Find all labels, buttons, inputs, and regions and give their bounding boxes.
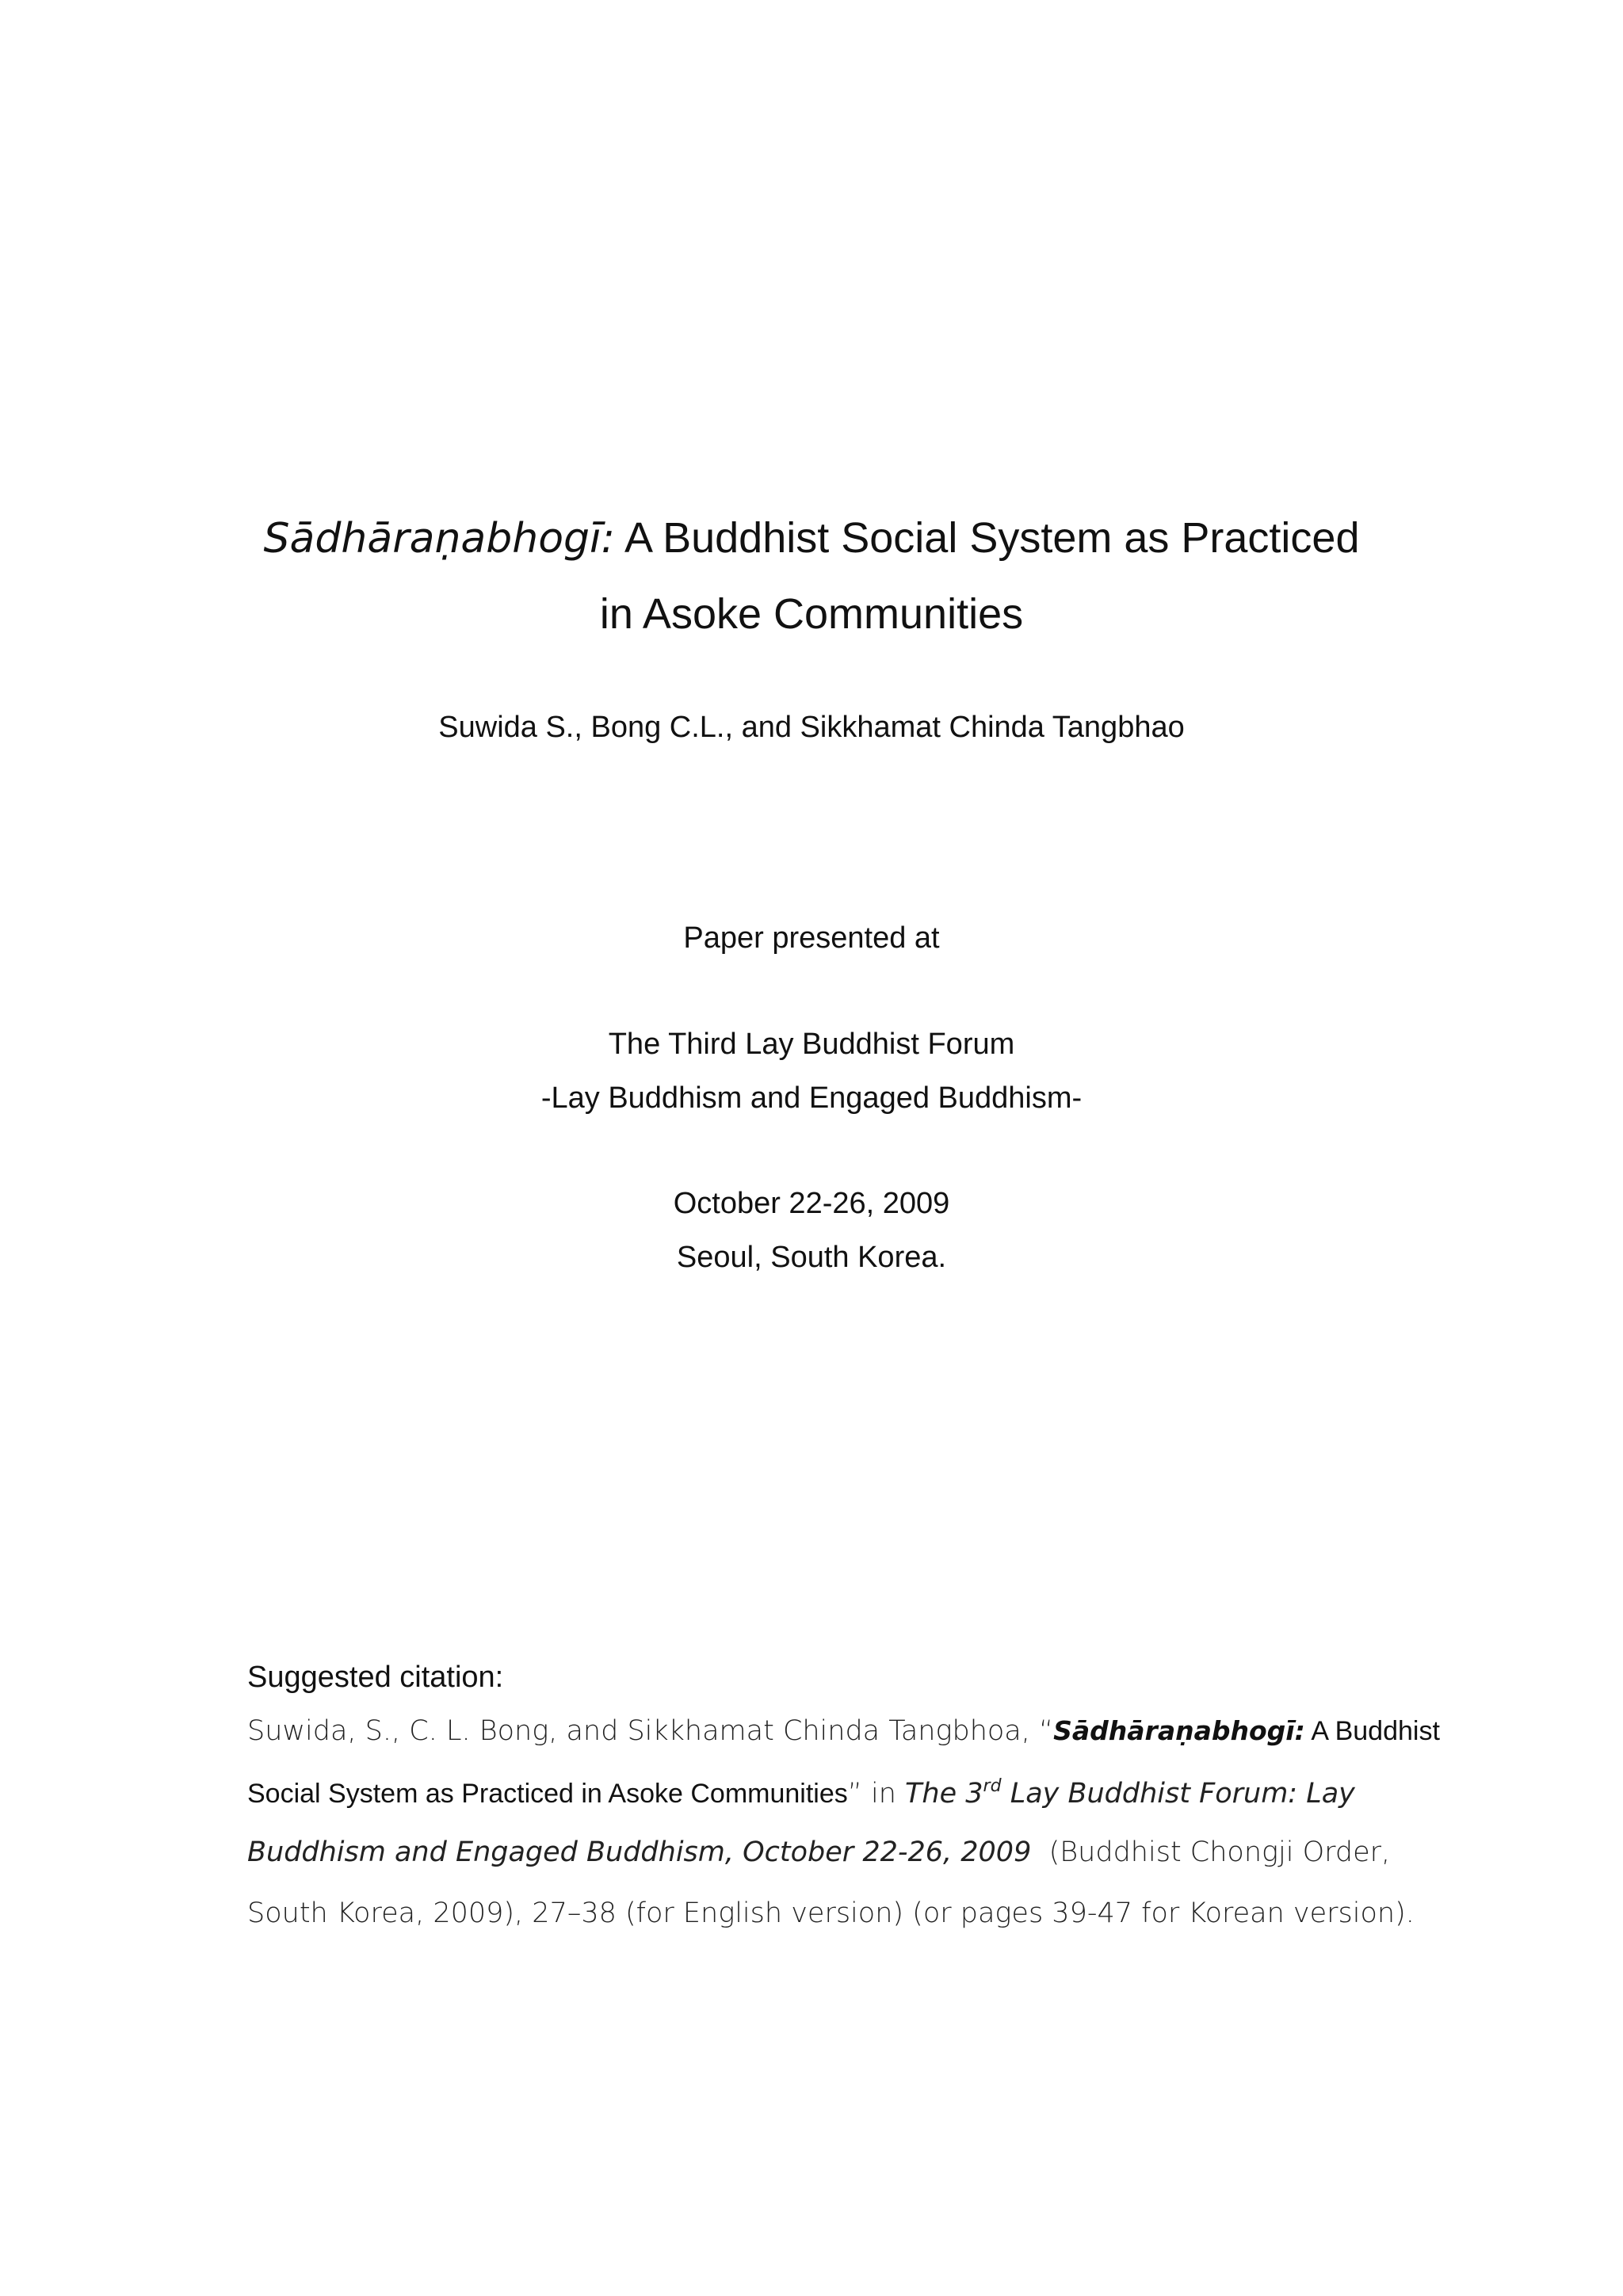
citation-line-2 — [247, 1778, 1355, 1808]
author-list: Suwida S., Bong C.L., and Sikkhamat Chinda Tangbhao — [438, 711, 1185, 744]
citation-authors: Suwida, S., C. L. Bong, and Sikkhamat Chinda Tangbhoa, “ — [247, 1715, 1054, 1747]
title-line-1-text: A Buddhist Social System as Practiced — [615, 514, 1360, 562]
citation-title-part-1: A Buddhist — [1304, 1716, 1440, 1746]
citation-pali-term: Sādhāraṇabhogī: — [1053, 1715, 1305, 1746]
citation-line-3 — [247, 1836, 1391, 1868]
citation-source-line-3: Buddhism and Engaged Buddhism, October 22-26, 2009 — [247, 1836, 1032, 1868]
paper-title-line-2: in Asoke Communities — [599, 590, 1024, 638]
citation-publisher: (Buddhist Chongji Order, — [1031, 1836, 1391, 1868]
event-dates: October 22-26, 2009 — [673, 1187, 950, 1220]
citation-line-4: South Korea, 2009), 27–38 (for English version) (or pages 39-47 for Korean version). — [247, 1897, 1415, 1929]
citation-source-prefix: The 3 — [905, 1778, 983, 1810]
citation-ordinal-suffix: rd — [983, 1776, 1002, 1796]
paper-title-line-1 — [0, 514, 1623, 563]
forum-name: The Third Lay Buddhist Forum — [608, 1028, 1015, 1061]
event-place: Seoul, South Korea. — [676, 1241, 947, 1274]
title-pali-term: Sādhāraṇabhogī: — [263, 515, 616, 563]
citation-source-line-2: Lay Buddhist Forum: Lay — [1001, 1778, 1355, 1810]
citation-in-connector: ” in — [847, 1778, 906, 1810]
citation-line-1 — [247, 1715, 1440, 1747]
forum-subtitle: -Lay Buddhism and Engaged Buddhism- — [540, 1081, 1083, 1115]
citation-title-part-2: Social System as Practiced in Asoke Communities — [247, 1779, 848, 1809]
presented-at-label: Paper presented at — [683, 921, 940, 955]
citation-heading: Suggested citation: — [247, 1661, 504, 1694]
